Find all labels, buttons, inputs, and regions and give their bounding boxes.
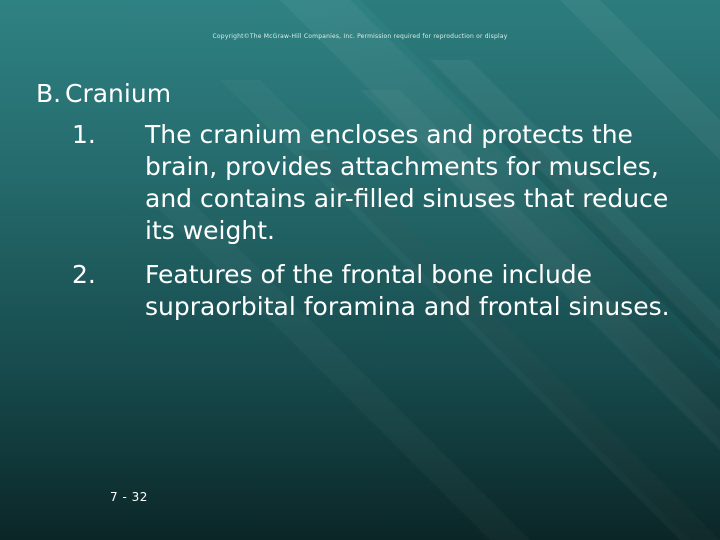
list-item-line: its weight.: [145, 216, 275, 245]
list-item-line: and contains air-filled sinuses that reduce: [145, 184, 669, 213]
list-item-line: supraorbital foramina and frontal sinuses.: [145, 292, 670, 321]
section-title: Cranium: [65, 79, 172, 108]
list-item-line: The cranium encloses and protects the: [145, 120, 633, 149]
slide-page-number: 7 - 32: [110, 490, 148, 504]
section-marker: B.: [36, 79, 62, 108]
copyright-notice: Copyright©The McGraw-Hill Companies, Inc. Permission required for reproduction or display: [212, 33, 508, 40]
list-item-text: [145, 259, 685, 323]
section-heading: [36, 78, 171, 110]
diagonal-stripe: [150, 200, 530, 540]
list-item-text: [145, 119, 685, 247]
list-item-line: Features of the frontal bone include: [145, 260, 593, 289]
list-item-number: 2.: [72, 260, 96, 289]
list-item-line: brain, provides attachments for muscles,: [145, 152, 659, 181]
list-item-number: 1.: [72, 120, 96, 149]
